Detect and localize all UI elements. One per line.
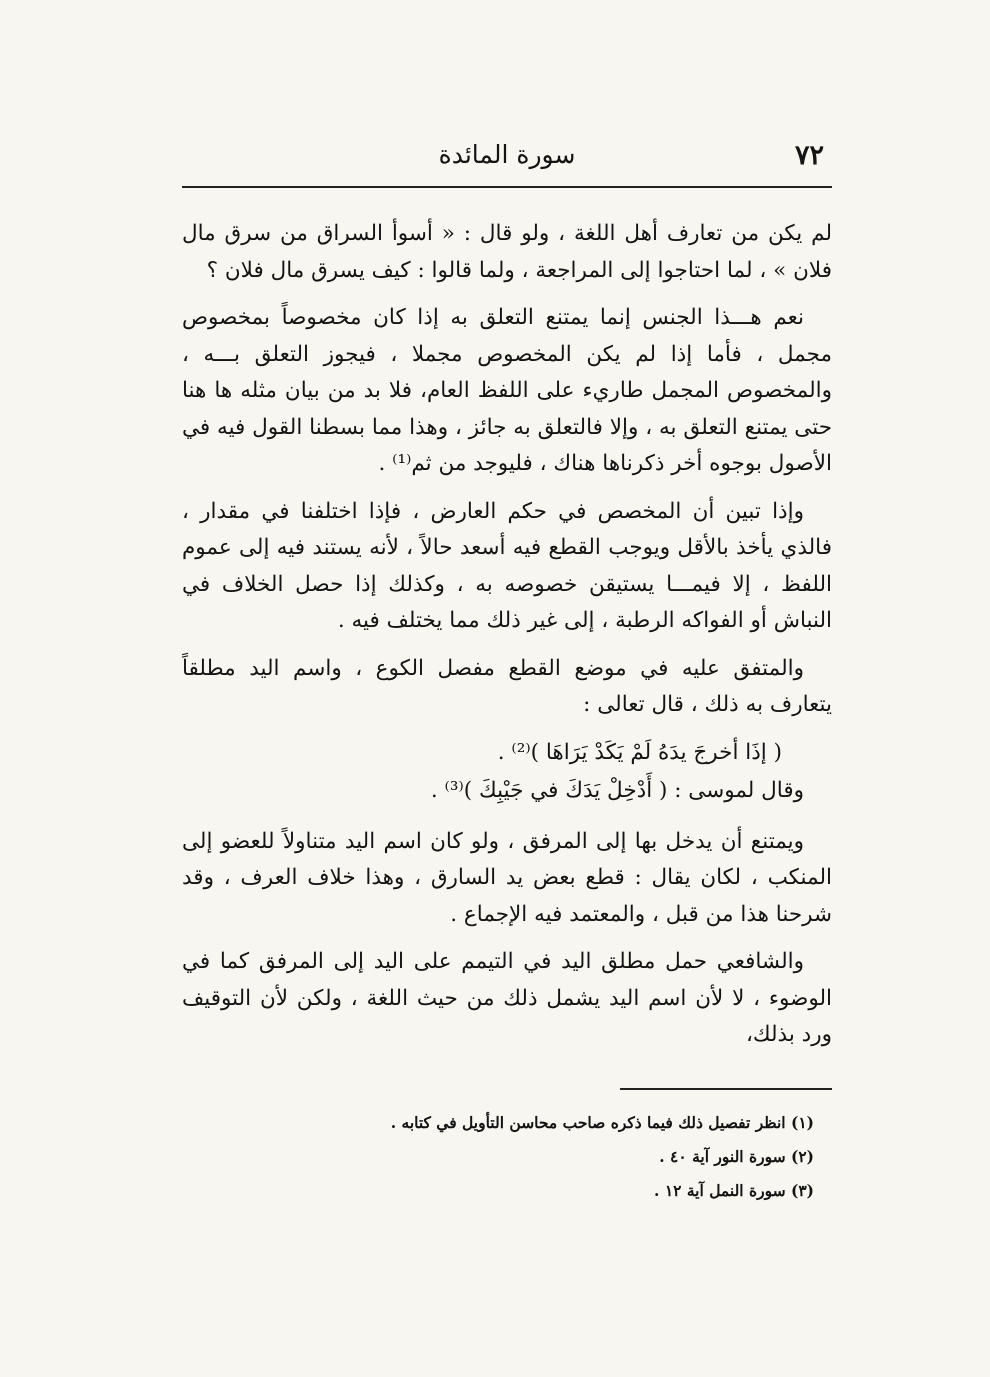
footnote-2: (٢) سورة النور آية ٤٠ . (659, 1147, 814, 1166)
page-number: ٧٢ (794, 140, 824, 171)
quran-verse-1: ( إذَا أخرجَ يدَهُ لَمْ يَكَدْ يَرَاهَا )⁽²⁾ . (497, 739, 782, 765)
body-text (182, 216, 832, 1065)
paragraph-4: والمتفق عليه في موضع القطع مفصل الكوع ، واسم اليد مطلقاً يتعارف به ذلك ، قال تعالى : (182, 655, 832, 717)
header-rule (182, 186, 832, 188)
paragraph-2: نعم هـــذا الجنس إنما يمتنع التعلق به إذا كان مخصوصاً بمخصوص مجمل ، فأما إذا لم يكن المخصوص مجملا ، فيجوز التعلق بـــه ، والمخصوص المجمل طاريء على اللفظ العام، فلا بد من بيان مثله ها هنا حتى يمتنع التعلق به ، وإلا فالتعلق به جائز ، وهذا مما بسطنا القول فيه في الأصول بوجوه أخر ذكرناها هناك ، فليوجد من ثم⁽¹⁾ . (182, 305, 832, 476)
footnote-3: (٣) سورة النمل آية ١٢ . (654, 1181, 814, 1200)
paragraph-1: لم يكن من تعارف أهل اللغة ، ولو قال : « أسوأ السراق من سرق مال فلان » ، لما احتاجوا إلى المراجعة ، ولما قالوا : كيف يسرق مال فلان ؟ (182, 221, 832, 283)
quran-verse-2: وقال لموسى : ( أَدْخِلْ يَدَكَ في جَيْبِكَ )⁽³⁾ . (430, 778, 804, 803)
paragraph-5: ويمتنع أن يدخل بها إلى المرفق ، ولو كان اسم اليد متناولاً للعضو إلى المنكب ، لكان يقال : قطع بعض يد السارق ، وهذا خلاف العرف ، وقد شرحنا هذا من قبل ، والمعتمد فيه الإجماع . (182, 828, 832, 927)
page-header (182, 128, 832, 178)
paragraph-6: والشافعي حمل مطلق اليد في التيمم على اليد إلى المرفق كما في الوضوء ، لا لأن اسم اليد يشمل ذلك من حيث اللغة ، ولكن لأن التوقيف ورد بذلك، (182, 949, 832, 1047)
surah-title: سورة المائدة (438, 140, 576, 169)
paragraph-3: وإذا تبين أن المخصص في حكم العارض ، فإذا اختلفنا في مقدار ، فالذي يأخذ بالأقل ويوجب القطع فيه أسعد حالاً ، لأنه يستند فيه إلى عموم اللفظ ، إلا فيمـــا يستيقن خصوصه به ، وكذلك إذا حصل الخلاف في النباش أو الفواكه الرطبة ، إلى غير ذلك مما يختلف فيه . (182, 498, 832, 633)
footnote-rule (620, 1088, 832, 1090)
footnotes (182, 1106, 822, 1208)
footnote-1: (١) انظر تفصيل ذلك فيما ذكره صاحب محاسن التأويل في كتابه . (390, 1113, 814, 1132)
